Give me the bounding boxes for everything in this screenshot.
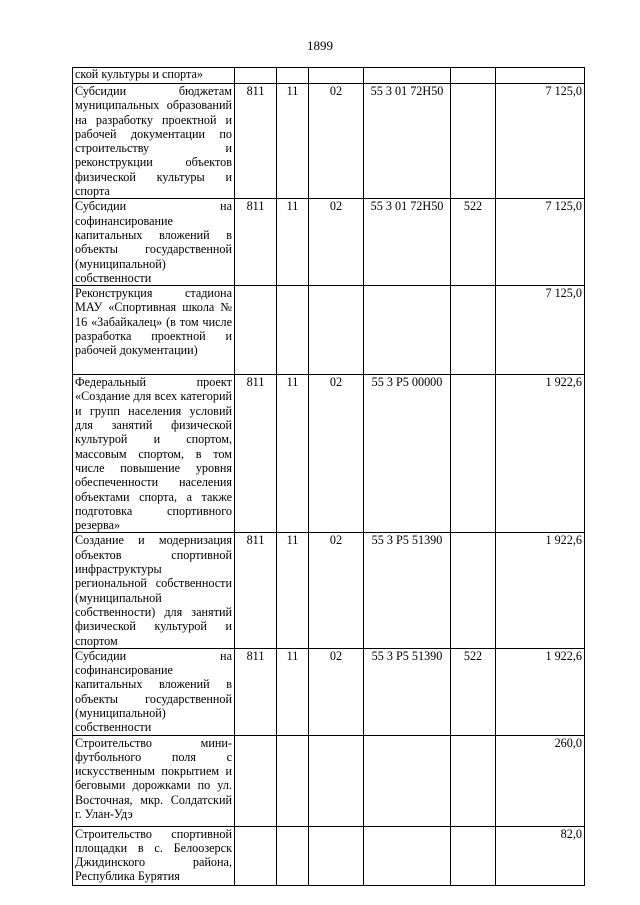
code-cell: 522: [451, 199, 496, 286]
code-cell: 811: [235, 199, 277, 286]
code-cell: [277, 826, 309, 885]
row-name: ской культуры и спорта»: [73, 68, 235, 84]
code-cell: 55 3 P5 51390: [364, 533, 451, 648]
code-cell: [364, 826, 451, 885]
code-cell: [277, 68, 309, 84]
budget-table: [72, 67, 585, 886]
code-cell: [309, 286, 364, 375]
code-cell: 811: [235, 375, 277, 533]
code-cell: [451, 68, 496, 84]
code-cell: 55 3 P5 51390: [364, 648, 451, 735]
code-cell: [309, 68, 364, 84]
code-cell: [451, 735, 496, 826]
code-cell: [277, 735, 309, 826]
code-cell: 811: [235, 533, 277, 648]
code-cell: [451, 286, 496, 375]
code-cell: [364, 286, 451, 375]
row-name: Строительство мини-футбольного поля с искусственным покрытием и беговыми дорожками по ул. Восточная, мкр. Солдатский г. Улан-Удэ: [73, 735, 235, 826]
table-row: [73, 68, 585, 84]
code-cell: 11: [277, 648, 309, 735]
row-name: Федеральный проект «Создание для всех категорий и групп населения условий для занятий физической культурой и спортом, массовым спортом, в том числе повышение уровня обеспеченности населения объектами спорта, а также подготовка спортивного резерва»: [73, 375, 235, 533]
code-cell: 811: [235, 84, 277, 199]
code-cell: [451, 826, 496, 885]
table-row: [73, 286, 585, 375]
amount-cell: 1 922,6: [496, 375, 585, 533]
row-name: Субсидии на софинансирование капитальных вложений в объекты государственной (муниципальной) собственности: [73, 648, 235, 735]
table-row: [73, 199, 585, 286]
code-cell: [235, 735, 277, 826]
code-cell: [364, 68, 451, 84]
code-cell: [235, 286, 277, 375]
code-cell: [277, 286, 309, 375]
code-cell: 55 3 01 72Н50: [364, 84, 451, 199]
code-cell: [451, 533, 496, 648]
amount-cell: 1 922,6: [496, 648, 585, 735]
amount-cell: 260,0: [496, 735, 585, 826]
code-cell: 02: [309, 199, 364, 286]
code-cell: [309, 735, 364, 826]
code-cell: [235, 68, 277, 84]
amount-cell: 7 125,0: [496, 199, 585, 286]
amount-cell: 1 922,6: [496, 533, 585, 648]
row-name: Субсидии бюджетам муниципальных образований на разработку проектной и рабочей документации по строительству и реконструкции объектов физической культуры и спорта: [73, 84, 235, 199]
code-cell: 811: [235, 648, 277, 735]
table-row: [73, 375, 585, 533]
table-row: [73, 533, 585, 648]
code-cell: [235, 826, 277, 885]
table-row: [73, 84, 585, 199]
code-cell: [309, 826, 364, 885]
table-row: [73, 648, 585, 735]
amount-cell: 7 125,0: [496, 286, 585, 375]
code-cell: 02: [309, 375, 364, 533]
row-name: Реконструкция стадиона МАУ «Спортивная школа № 16 «Забайкалец» (в том числе разработка проектной и рабочей документации): [73, 286, 235, 375]
code-cell: 522: [451, 648, 496, 735]
row-name: Субсидии на софинансирование капитальных вложений в объекты государственной (муниципальной) собственности: [73, 199, 235, 286]
table-row: [73, 735, 585, 826]
table-row: [73, 826, 585, 885]
code-cell: 11: [277, 375, 309, 533]
amount-cell: 82,0: [496, 826, 585, 885]
code-cell: [364, 735, 451, 826]
code-cell: 11: [277, 533, 309, 648]
code-cell: 55 3 P5 00000: [364, 375, 451, 533]
page-number: 1899: [307, 38, 333, 53]
row-name: Строительство спортивной площадки в с. Белоозерск Джидинского района, Республика Бурятия: [73, 826, 235, 885]
code-cell: 55 3 01 72Н50: [364, 199, 451, 286]
row-name: Создание и модернизация объектов спортивной инфраструктуры региональной собственности (муниципальной собственности) для занятий физической культурой и спортом: [73, 533, 235, 648]
code-cell: [451, 84, 496, 199]
code-cell: 02: [309, 648, 364, 735]
code-cell: 11: [277, 199, 309, 286]
amount-cell: 7 125,0: [496, 84, 585, 199]
code-cell: 11: [277, 84, 309, 199]
code-cell: 02: [309, 533, 364, 648]
code-cell: 02: [309, 84, 364, 199]
amount-cell: [496, 68, 585, 84]
code-cell: [451, 375, 496, 533]
